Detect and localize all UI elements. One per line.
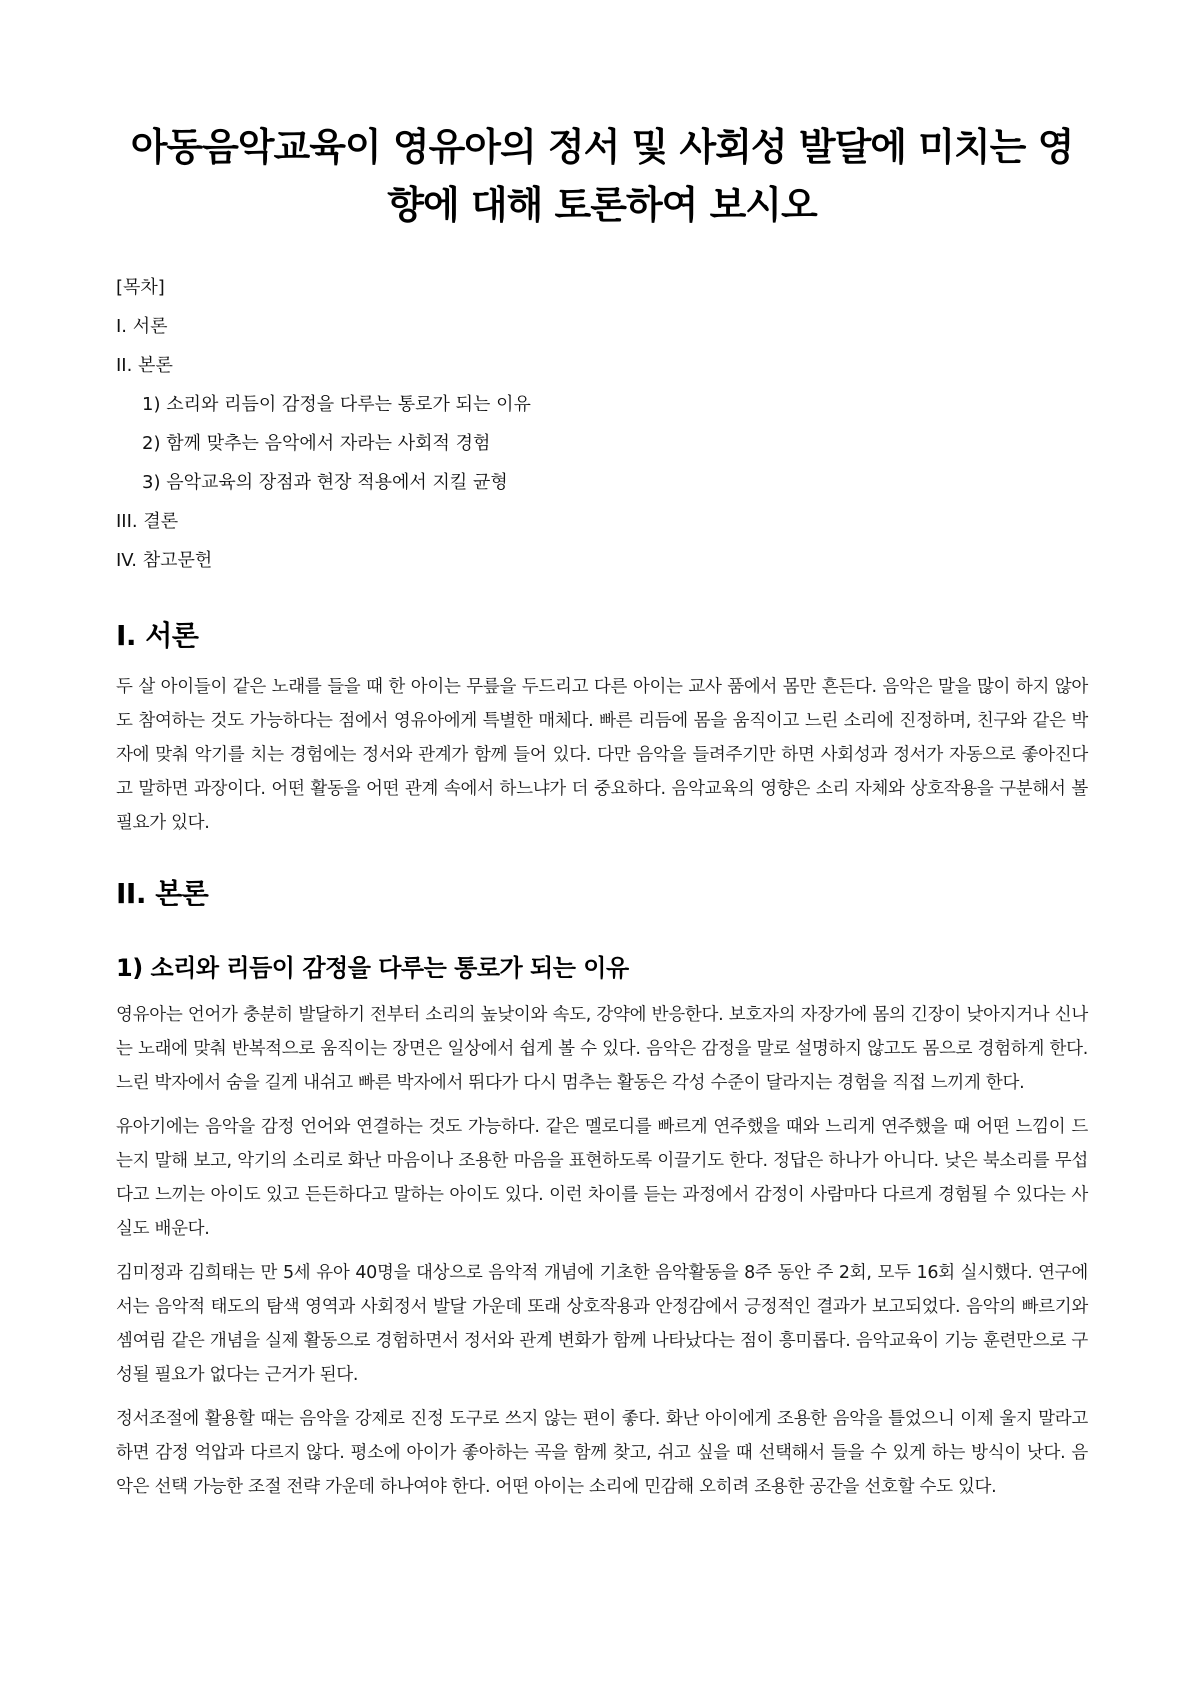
subsection-1-paragraph-4: 정서조절에 활용할 때는 음악을 강제로 진정 도구로 쓰지 않는 편이 좋다. 화난 아이에게 조용한 음악을 틀었으니 이제 울지 말라고 하면 감정 억압과 다르지 않다. 평소에 아이가 좋아하는 곡을 함께 찾고, 쉬고 싶을 때 선택해서 들을 수 있게 하는 방식이 낫다. 음악은 선택 가능한 조절 전략 가운데 하나여야 한다. 어떤 아이는 소리에 민감해 오히려 조용한 공간을 선호할 수도 있다. [116,1409,1088,1497]
subsection-1-heading: 1) 소리와 리듬이 감정을 다루는 통로가 되는 이유 [116,954,629,982]
main-body-heading-block [116,874,1088,914]
subsection-1 [116,950,1088,1504]
subsection-1-paragraph-1: 영유아는 언어가 충분히 발달하기 전부터 소리의 높낮이와 속도, 강약에 반응한다. 보호자의 자장가에 몸의 긴장이 낮아지거나 신나는 노래에 맞춰 반복적으로 움직이는 장면은 일상에서 쉽게 볼 수 있다. 음악은 감정을 말로 설명하지 않고도 몸으로 경험하게 한다. 느린 박자에서 숨을 길게 내쉬고 빠른 박자에서 뛰다가 다시 멈추는 활동은 각성 수준이 달라지는 경험을 직접 느끼게 한다. [116,1005,1088,1093]
toc-item-main-body: II. 본론 [116,355,173,376]
toc-item-subsection-3: 3) 음악교육의 장점과 현장 적용에서 지킬 균형 [142,472,508,493]
document-title: 아동음악교육이 영유아의 정서 및 사회성 발달에 미치는 영향에 대해 토론하여 보시오 [130,125,1074,227]
section-heading-introduction: I. 서론 [116,619,199,652]
toc-item-subsection-1: 1) 소리와 리듬이 감정을 다루는 통로가 되는 이유 [142,394,531,415]
intro-paragraph: 두 살 아이들이 같은 노래를 들을 때 한 아이는 무릎을 두드리고 다른 아이는 교사 품에서 몸만 흔든다. 음악은 말을 많이 하지 않아도 참여하는 것도 가능하다는 점에서 영유아에게 특별한 매체다. 빠른 리듬에 몸을 움직이고 느린 소리에 진정하며, 친구와 같은 박자에 맞춰 악기를 치는 경험에는 정서와 관계가 함께 들어 있다. 다만 음악을 들려주기만 하면 사회성과 정서가 자동으로 좋아진다고 말하면 과장이다. 어떤 활동을 어떤 관계 속에서 하느냐가 더 중요하다. 음악교육의 영향은 소리 자체와 상호작용을 구분해서 볼 필요가 있다. [116,677,1088,833]
subsection-1-paragraph-3: 김미정과 김희태는 만 5세 유아 40명을 대상으로 음악적 개념에 기초한 음악활동을 8주 동안 주 2회, 모두 16회 실시했다. 연구에서는 음악적 태도의 탐색 영역과 사회정서 발달 가운데 또래 상호작용과 안정감에서 긍정적인 결과가 보고되었다. 음악의 빠르기와 셈여림 같은 개념을 실제 활동으로 경험하면서 정서와 관계 변화가 함께 나타났다는 점이 흥미롭다. 음악교육이 기능 훈련만으로 구성될 필요가 없다는 근거가 된다. [116,1263,1088,1385]
table-of-contents [116,268,1088,580]
section-heading-main-body: II. 본론 [116,877,209,910]
toc-heading: [목차] [116,277,165,298]
toc-item-subsection-2: 2) 함께 맞추는 음악에서 자라는 사회적 경험 [142,433,491,454]
introduction-section [116,616,1088,840]
toc-item-introduction: I. 서론 [116,316,168,337]
subsection-1-paragraph-2: 유아기에는 음악을 감정 언어와 연결하는 것도 가능하다. 같은 멜로디를 빠르게 연주했을 때와 느리게 연주했을 때 어떤 느낌이 드는지 말해 보고, 악기의 소리로 화난 마음이나 조용한 마음을 표현하도록 이끌기도 한다. 정답은 하나가 아니다. 낮은 북소리를 무섭다고 느끼는 아이도 있고 든든하다고 말하는 아이도 있다. 이런 차이를 듣는 과정에서 감정이 사람마다 다르게 경험될 수 있다는 사실도 배운다. [116,1117,1088,1239]
toc-item-conclusion: III. 결론 [116,511,179,532]
toc-item-references: IV. 참고문헌 [116,550,213,571]
